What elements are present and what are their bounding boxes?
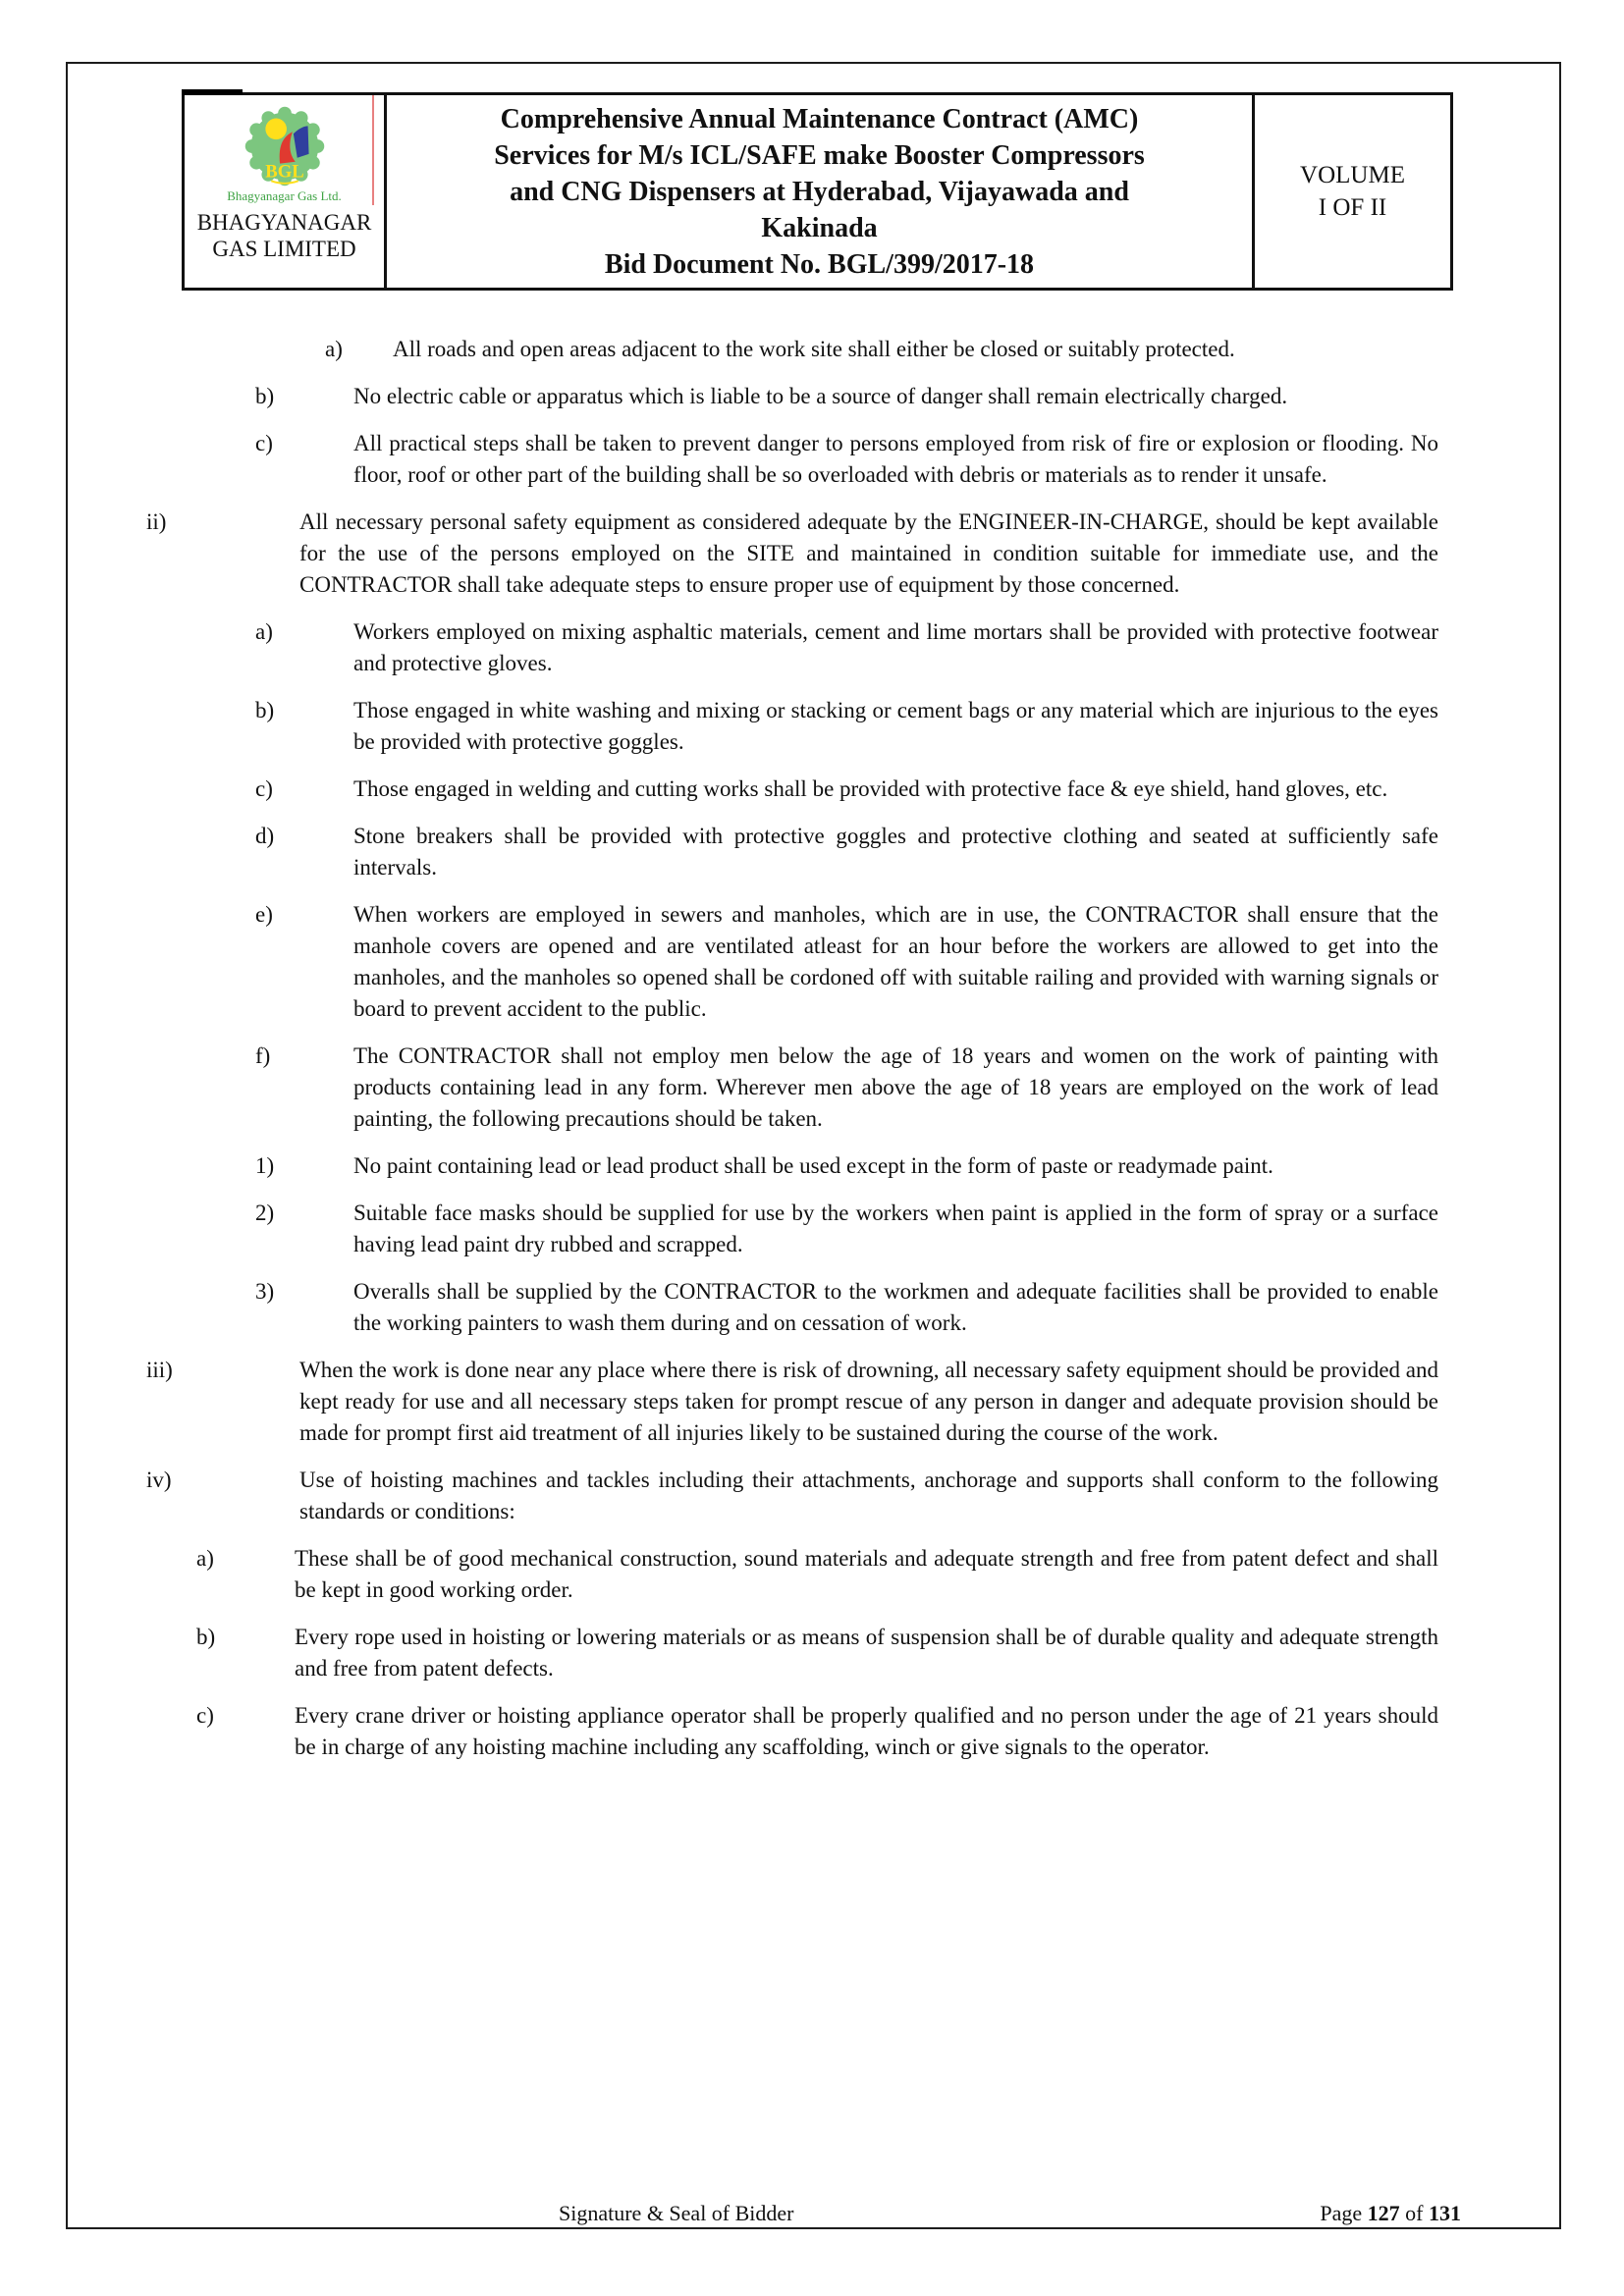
- of-word: of: [1399, 2201, 1429, 2225]
- document-title: [387, 95, 1255, 288]
- list-marker: a): [255, 619, 273, 644]
- list-item-ii-a: [255, 616, 1444, 679]
- scan-artifact-line: [372, 95, 374, 205]
- signature-label: Signature & Seal of Bidder: [559, 2201, 794, 2225]
- list-text: When the work is done near any place where there is risk of drowning, all necessary safety equipment should be provided and kept ready for use and all necessary steps taken for prompt rescue of any person in danger and adequate provision should be made for prompt first aid treatment of all injuries likely to be sustained during the course of the work.: [299, 1358, 1444, 1445]
- company-name-line2: GAS LIMITED: [212, 237, 356, 261]
- title-line: and CNG Dispensers at Hyderabad, Vijayawada and: [510, 176, 1129, 207]
- list-text: All practical steps shall be taken to prevent danger to persons employed from risk of fire or explosion or flooding. No floor, roof or other part of the building shall be so overloaded with debris or materials as to render it unsafe.: [353, 431, 1444, 487]
- title-line: Comprehensive Annual Maintenance Contract (AMC): [500, 103, 1139, 134]
- list-marker: ii): [146, 509, 167, 534]
- list-marker: c): [196, 1703, 214, 1728]
- list-text: When workers are employed in sewers and manholes, which are in use, the CONTRACTOR shall ensure that the manhole covers are opened and are ventilated atleast for an hour before the workers are allowed to get into the manholes, and the manholes so opened shall be cordoned off with suitable railing and provided with warning signals or board to prevent accident to the public.: [353, 902, 1444, 1021]
- header-table: [182, 92, 1453, 291]
- title-line: Kakinada: [761, 212, 878, 243]
- bgl-logo-icon: [232, 101, 338, 191]
- list-item-1: [255, 1150, 1438, 1182]
- list-item-2: [255, 1198, 1444, 1260]
- list-text: Every rope used in hoisting or lowering materials or as means of suspension shall be of durable quality and adequate strength and free from patent defects.: [295, 1625, 1444, 1681]
- list-item-ii-d: [255, 821, 1444, 883]
- logo-sun: [265, 119, 287, 140]
- list-marker: c): [255, 431, 273, 455]
- list-item-ii-e: [255, 899, 1444, 1025]
- list-item-ii-f: [255, 1041, 1444, 1135]
- list-marker: iii): [146, 1358, 173, 1382]
- list-text: All necessary personal safety equipment as considered adequate by the ENGINEER-IN-CHARGE, should be kept available for the use of the persons employed on the SITE and maintained in condition suitable for immediate use, and the CONTRACTOR shall take adequate steps to ensure proper use of equipment by those concerned.: [299, 509, 1444, 597]
- list-text: Suitable face masks should be supplied for use by the workers when paint is applied in the form of spray or a surface having lead paint dry rubbed and scrapped.: [353, 1201, 1444, 1256]
- list-item-ii-c: [255, 774, 1438, 805]
- list-marker: d): [255, 824, 275, 848]
- list-marker: a): [196, 1546, 214, 1571]
- company-name-line1: BHAGYANAGAR: [196, 210, 372, 235]
- title-line: Bid Document No. BGL/399/2017-18: [604, 248, 1035, 280]
- list-marker: iv): [146, 1468, 172, 1492]
- list-text: Those engaged in white washing and mixing or stacking or cement bags or any material which are injurious to the eyes be provided with protective goggles.: [353, 698, 1444, 754]
- list-marker: 1): [255, 1153, 275, 1178]
- volume-line2: I OF II: [1318, 194, 1387, 221]
- list-marker: e): [255, 902, 273, 927]
- list-text: Those engaged in welding and cutting works shall be provided with protective face & eye shield, hand gloves, etc.: [353, 776, 1388, 801]
- list-item-iv-b: [196, 1622, 1444, 1684]
- list-item-3: [255, 1276, 1444, 1339]
- list-text: No electric cable or apparatus which is liable to be a source of danger shall remain electrically charged.: [353, 384, 1288, 408]
- logo-cell: [185, 95, 387, 288]
- page-total: 131: [1429, 2201, 1461, 2225]
- body-text: [146, 334, 1444, 1763]
- list-item-iii: [146, 1355, 1444, 1449]
- list-text: All roads and open areas adjacent to the work site shall either be closed or suitably protected.: [393, 337, 1235, 361]
- list-text: These shall be of good mechanical construction, sound materials and adequate strength and free from patent defect and shall be kept in good working order.: [295, 1546, 1444, 1602]
- list-text: Use of hoisting machines and tackles including their attachments, anchorage and supports shall conform to the following standards or conditions:: [299, 1468, 1444, 1523]
- list-item-iv: [146, 1465, 1444, 1527]
- list-marker: 2): [255, 1201, 275, 1225]
- page-number: [1320, 2201, 1461, 2226]
- list-text: Workers employed on mixing asphaltic materials, cement and lime mortars shall be provided with protective footwear and protective gloves.: [353, 619, 1444, 675]
- list-marker: b): [196, 1625, 216, 1649]
- list-item-ii-b: [255, 695, 1444, 758]
- logo-acronym: BGL: [264, 161, 304, 183]
- list-marker: b): [255, 698, 275, 722]
- list-text: Overalls shall be supplied by the CONTRACTOR to the workmen and adequate facilities shall be provided to enable the working painters to wash them during and on cessation of work.: [353, 1279, 1444, 1335]
- volume-line1: VOLUME: [1300, 162, 1405, 188]
- page-current: 127: [1367, 2201, 1400, 2225]
- logo-caption: Bhagyanagar Gas Ltd.: [227, 188, 342, 203]
- list-item-a: [313, 334, 1438, 365]
- list-marker: 3): [255, 1279, 275, 1304]
- list-text: Stone breakers shall be provided with protective goggles and protective clothing and seated at sufficiently safe intervals.: [353, 824, 1444, 880]
- list-text: Every crane driver or hoisting appliance operator shall be properly qualified and no person under the age of 21 years should be in charge of any hoisting machine including any scaffolding, winch or give signals to the operator.: [295, 1703, 1444, 1759]
- page-word: Page: [1320, 2201, 1368, 2225]
- list-marker: a): [325, 337, 343, 361]
- list-text: The CONTRACTOR shall not employ men below the age of 18 years and women on the work of painting with products containing lead in any form. Wherever men above the age of 18 years are employed on the work of lead painting, the following precautions should be taken.: [353, 1043, 1444, 1131]
- page-border: [66, 62, 1561, 2229]
- list-marker: f): [255, 1043, 271, 1068]
- list-item-c: [255, 428, 1444, 491]
- company-name: [197, 209, 372, 262]
- list-text: No paint containing lead or lead product shall be used except in the form of paste or readymade paint.: [353, 1153, 1273, 1178]
- list-item-iv-c: [196, 1700, 1444, 1763]
- title-line: Services for M/s ICL/SAFE make Booster Compressors: [494, 139, 1145, 171]
- volume-label: [1255, 95, 1450, 288]
- list-item-b: [255, 381, 1438, 412]
- list-item-iv-a: [196, 1543, 1444, 1606]
- list-item-ii: [146, 507, 1444, 601]
- list-marker: b): [255, 384, 275, 408]
- list-marker: c): [255, 776, 273, 801]
